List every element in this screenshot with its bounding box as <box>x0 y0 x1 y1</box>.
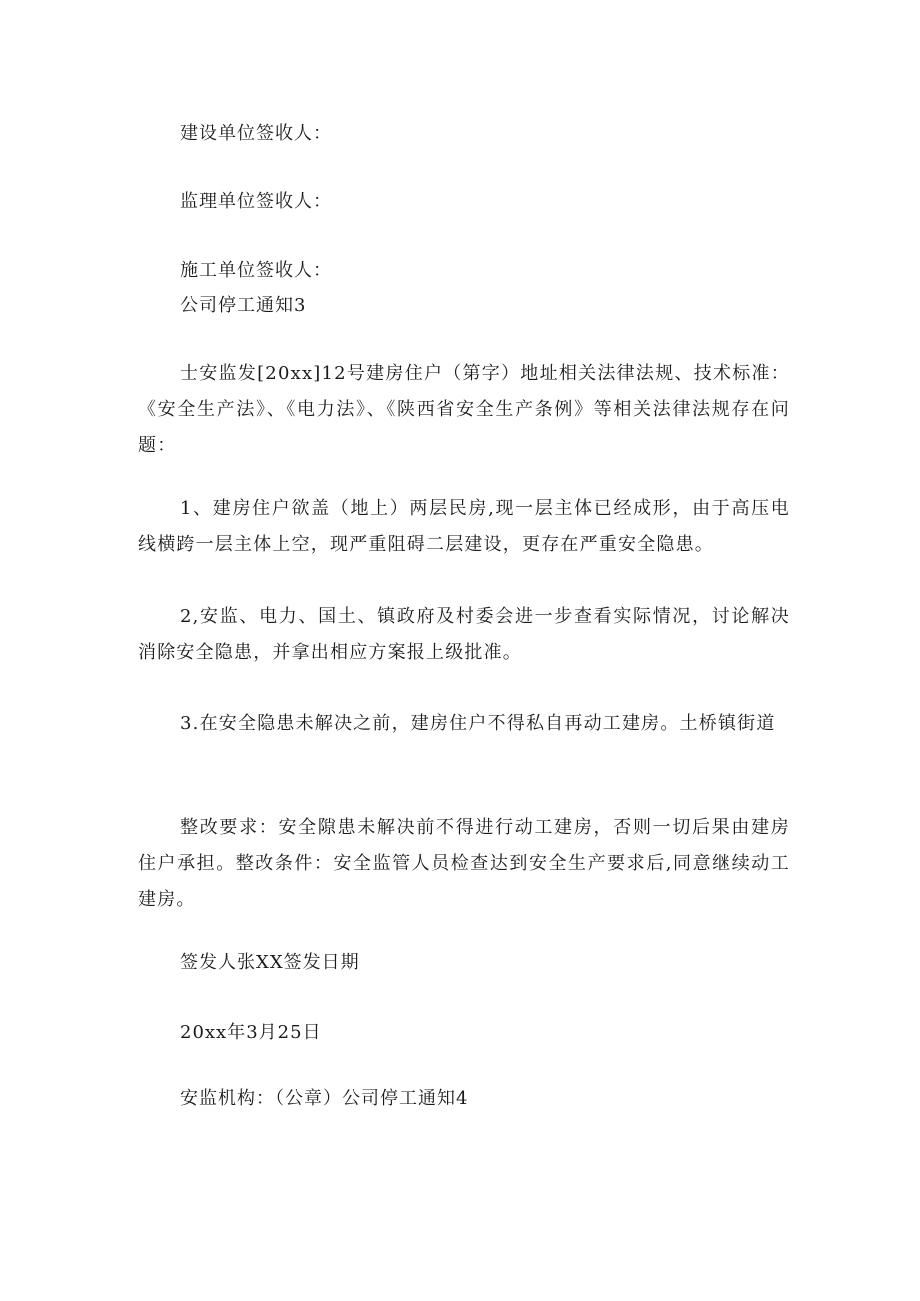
notice-intro-paragraph: 士安监发[20xx]12号建房住户（第字）地址相关法律法规、技术标准：《安全生产法》、《电力法》、《陕西省安全生产条例》等相关法律法规存在问题： <box>138 363 790 456</box>
issue-item-2: 2,安监、电力、国土、镇政府及村委会进一步查看实际情况，讨论解决消除安全隐患，并拿出相应方案报上级批准。 <box>138 606 790 663</box>
issue-date: 20xx年3月25日 <box>180 1022 322 1043</box>
supervision-unit-signature-line: 监理单位签收人： <box>180 191 332 212</box>
notice-title-3: 公司停工通知3 <box>180 295 307 316</box>
issue-item-1: 1、建房住户欲盖（地上）两层民房,现一层主体已经成形，由于高压电线横跨一层主体上空，现严重阻碍二层建设，更存在严重安全隐患。 <box>138 498 790 555</box>
rectification-paragraph: 整改要求：安全隙患未解决前不得进行动工建房，否则一切后果由建房住户承担。整改条件：安全监管人员检查达到安全生产要求后,同意继续动工建房。 <box>138 817 790 910</box>
contractor-unit-signature-line: 施工单位签收人： <box>180 260 332 281</box>
construction-unit-signature-line: 建设单位签收人： <box>180 123 332 144</box>
signer-line: 签发人张XX签发日期 <box>180 952 360 973</box>
issue-item-3: 3.在安全隐患未解决之前，建房住户不得私自再动工建房。土桥镇街道 <box>180 713 776 734</box>
agency-seal-line: 安监机构：（公章）公司停工通知4 <box>180 1088 469 1109</box>
